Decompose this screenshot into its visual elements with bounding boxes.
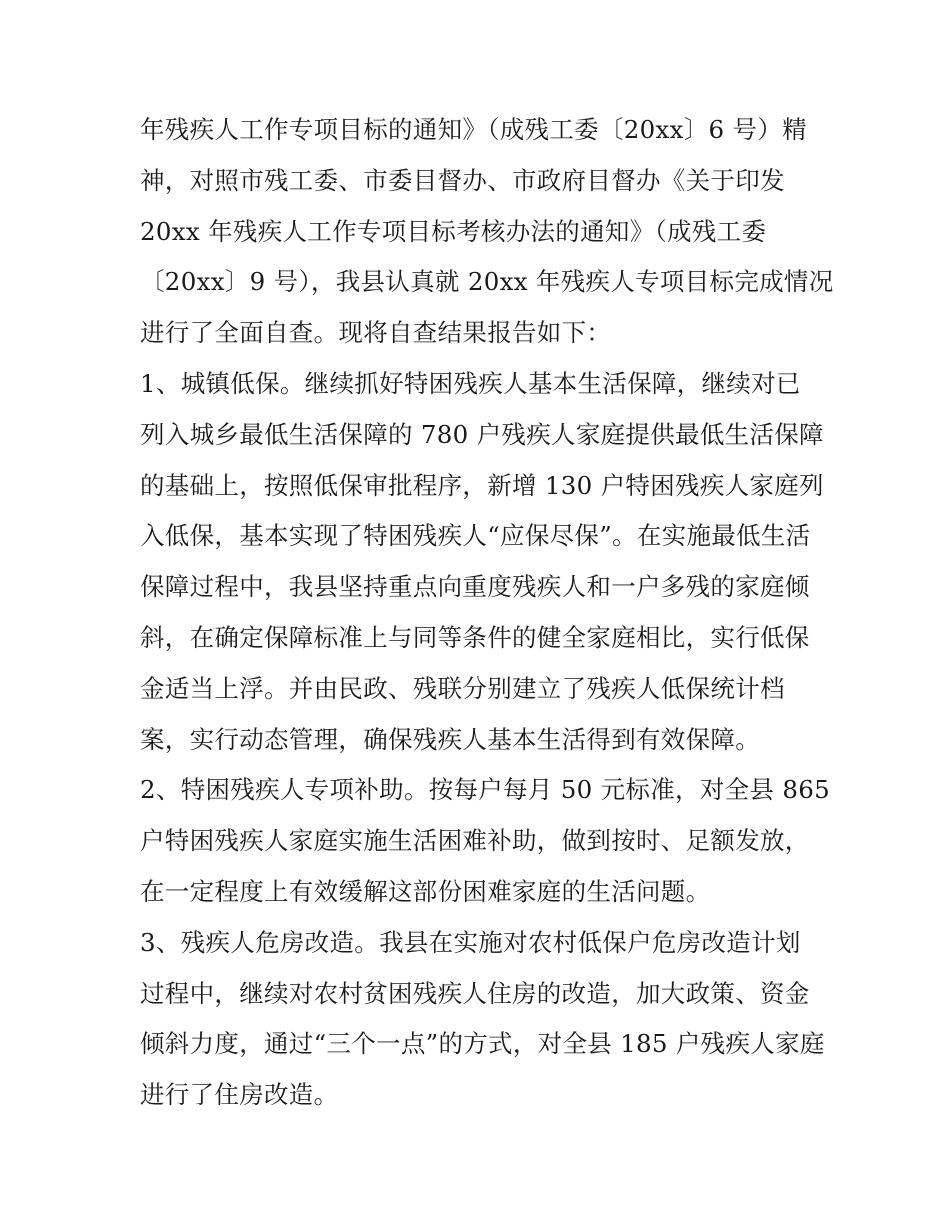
text-line: 列入城乡最低生活保障的 780 户残疾人家庭提供最低生活保障 bbox=[140, 419, 824, 449]
text-line: 2、特困残疾人专项补助。按每户每月 50 元标准，对全县 865 bbox=[140, 775, 830, 805]
text-line: 在一定程度上有效缓解这部份困难家庭的生活问题。 bbox=[140, 876, 711, 906]
text-line: 3、残疾人危房改造。我县在实施对农村低保户危房改造计划 bbox=[140, 927, 801, 957]
text-line: 过程中，继续对农村贫困残疾人住房的改造，加大政策、资金 bbox=[140, 978, 810, 1008]
text-line: 神，对照市残工委、市委目督办、市政府目督办《关于印发 bbox=[140, 165, 785, 195]
text-line: 20xx 年残疾人工作专项目标考核办法的通知》（成残工委 bbox=[140, 216, 767, 246]
text-line: 户特困残疾人家庭实施生活困难补助，做到按时、足额发放， bbox=[140, 826, 810, 856]
text-line: 的基础上，按照低保审批程序，新增 130 户特困残疾人家庭列 bbox=[140, 470, 824, 500]
text-line: 进行了全面自查。现将自查结果报告如下： bbox=[140, 318, 612, 348]
text-line: 1、城镇低保。继续抓好特困残疾人基本生活保障，继续对已 bbox=[140, 368, 801, 398]
text-line: 斜，在确定保障标准上与同等条件的健全家庭相比，实行低保 bbox=[140, 622, 810, 652]
text-line: 保障过程中，我县坚持重点向重度残疾人和一户多残的家庭倾 bbox=[140, 572, 810, 602]
text-line: 倾斜力度，通过“三个一点”的方式，对全县 185 户残疾人家庭 bbox=[140, 1029, 825, 1059]
text-line: 进行了住房改造。 bbox=[140, 1080, 339, 1110]
body-text bbox=[140, 105, 834, 1121]
text-line: 金适当上浮。并由民政、残联分别建立了残疾人低保统计档 bbox=[140, 673, 785, 703]
text-line: 入低保，基本实现了特困残疾人“应保尽保”。在实施最低生活 bbox=[140, 521, 811, 551]
text-line: 案，实行动态管理，确保残疾人基本生活得到有效保障。 bbox=[140, 724, 760, 754]
text-line: 〔20xx〕9 号），我县认真就 20xx 年残疾人专项目标完成情况 bbox=[140, 267, 834, 297]
text-line: 年残疾人工作专项目标的通知》（成残工委〔20xx〕6 号）精 bbox=[140, 115, 807, 144]
